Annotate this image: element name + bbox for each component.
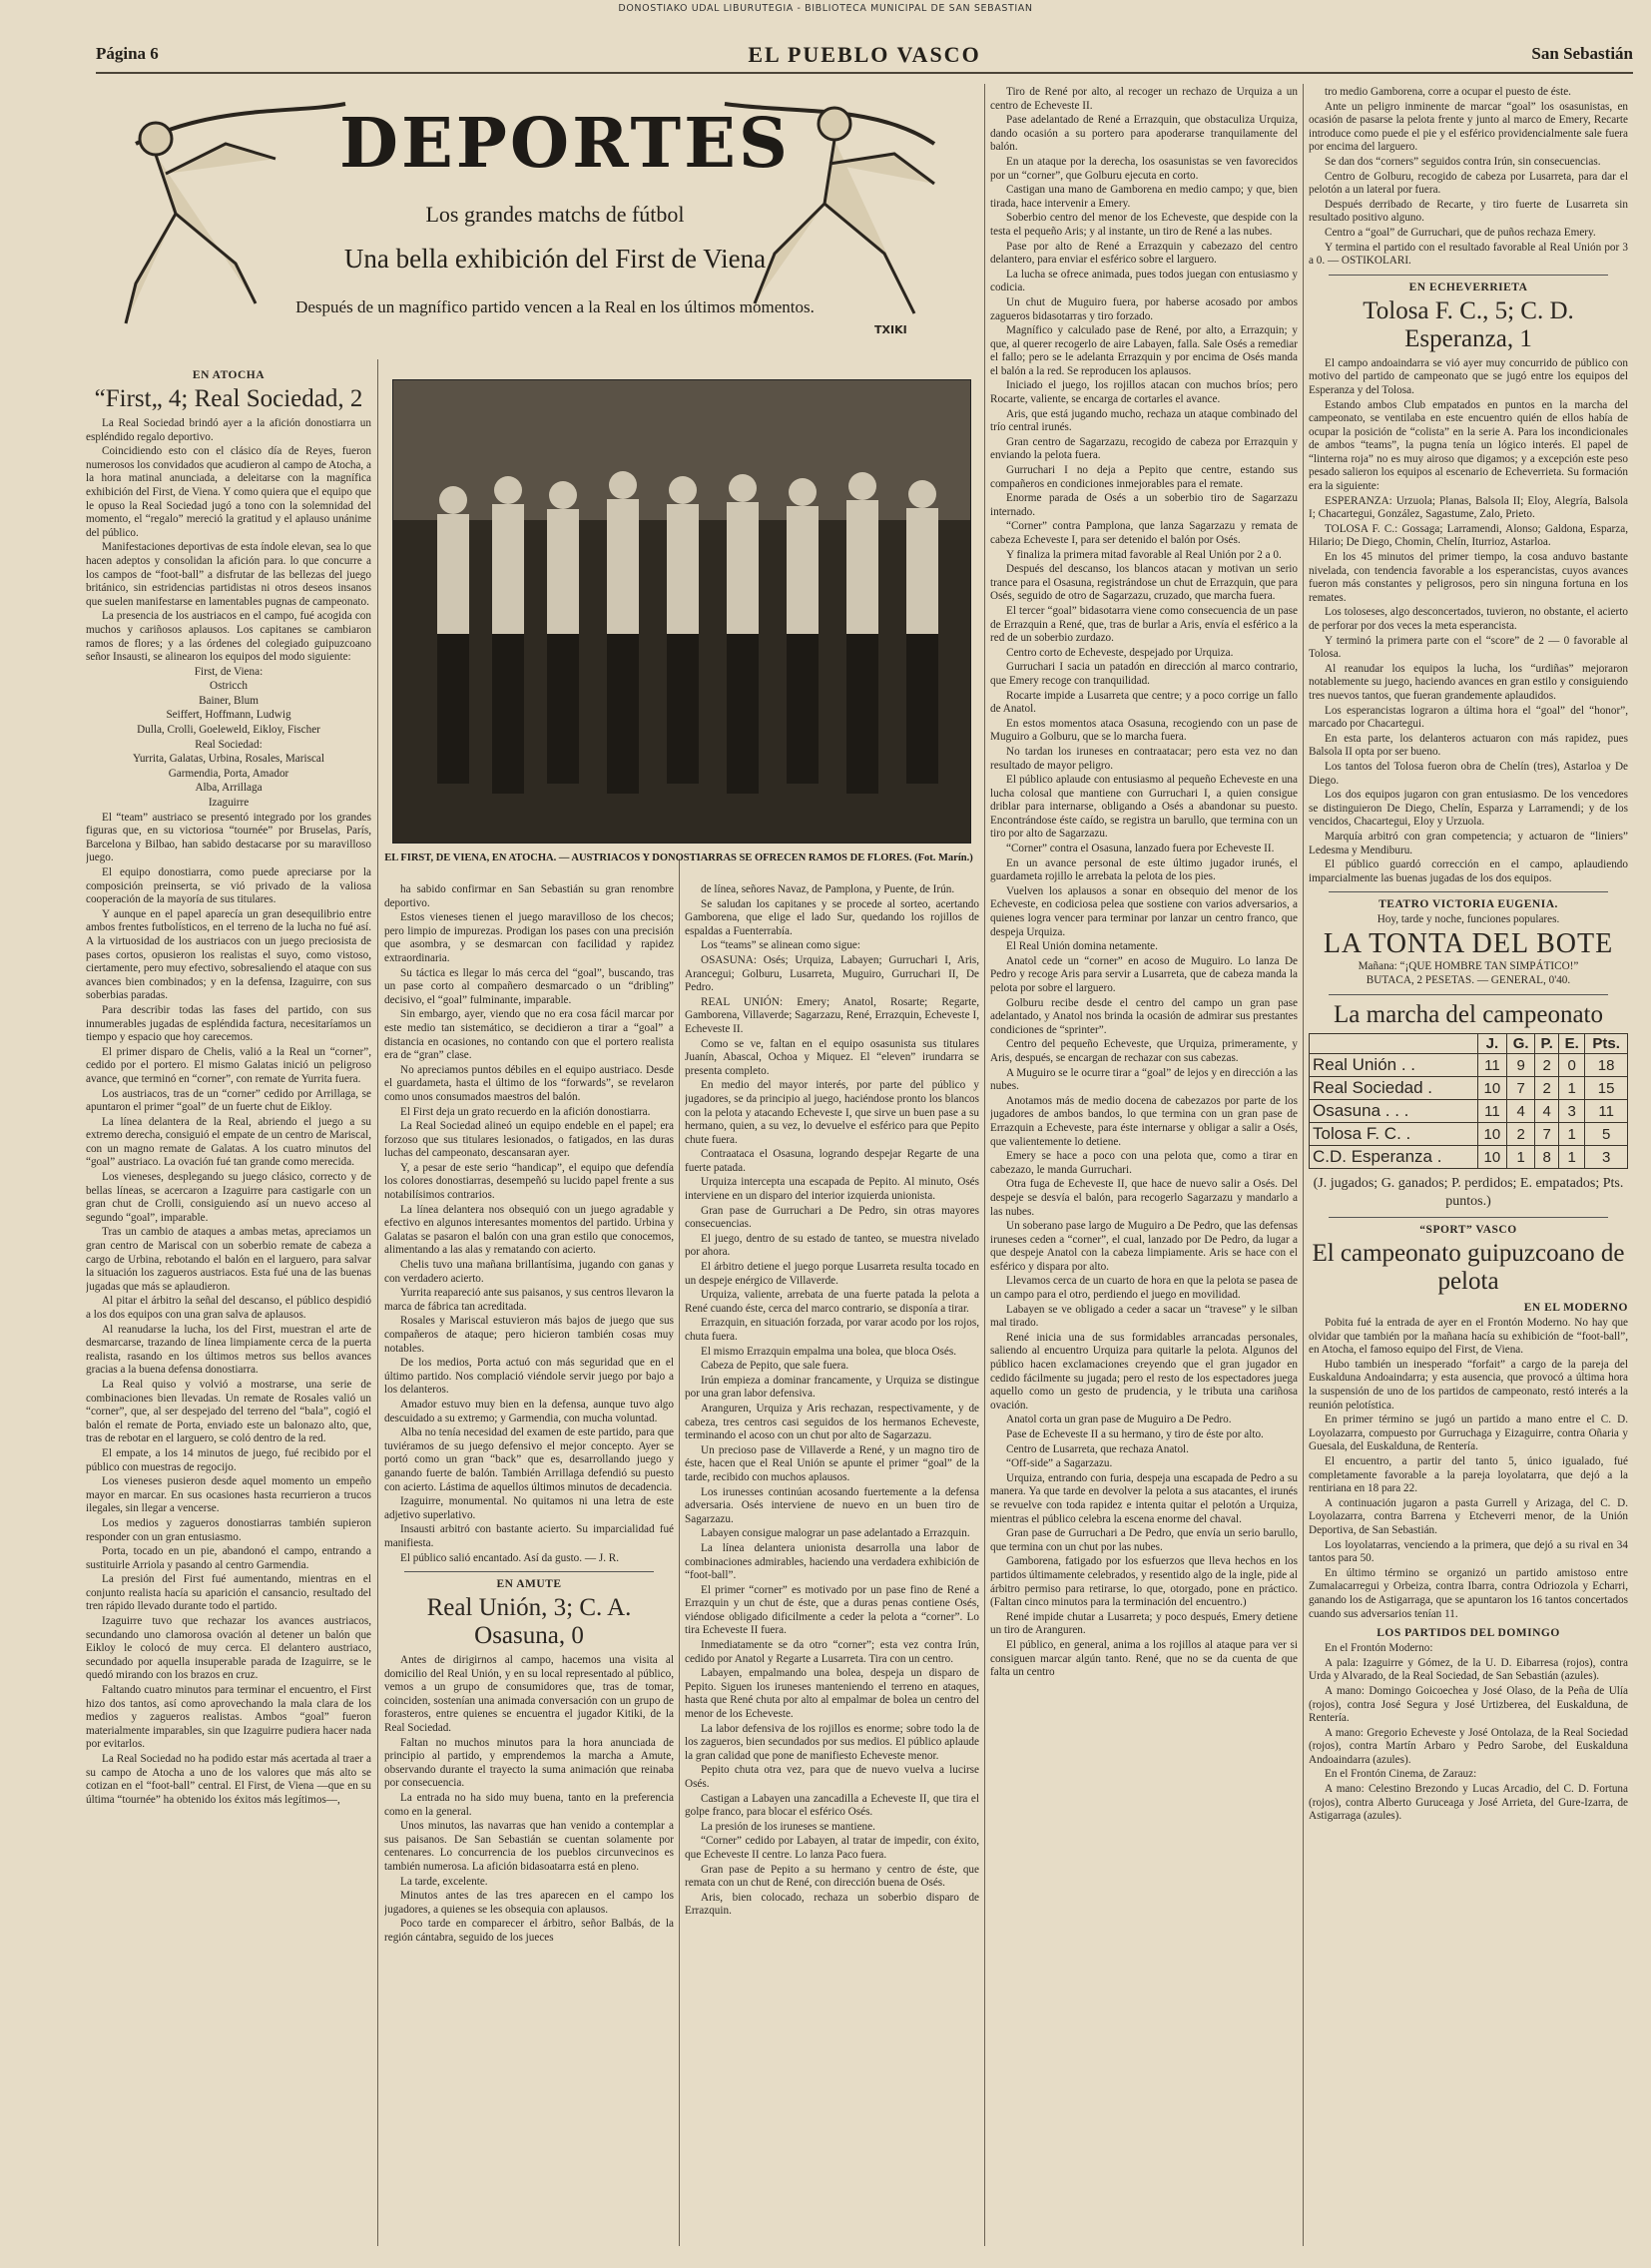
divider [404,1571,654,1572]
paragraph: Después derribado de Recarte, y tiro fuerte de Lusarreta sin resultado positivo alguno. [1309,198,1628,225]
paragraph: La lucha se ofrece animada, pues todos juegan con entusiasmo y codicia. [990,268,1298,294]
banner-subtitle-1: Los grandes matchs de fútbol [425,202,685,227]
theatre-section: TEATRO VICTORIA EUGENIA. [1378,898,1558,911]
table-header: J. [1477,1034,1506,1054]
divider [1329,1217,1608,1218]
lineup-line: Ostricch [210,680,248,693]
paragraph: En el Frontón Moderno: [1325,1642,1433,1655]
paragraph: Un precioso pase de Villaverde a René, y un magno tiro de éste, hacen que el Real Unión se apunte el primer “goal” de la tarde, recibido con muchos aplausos. [685,1443,979,1483]
table-header: P. [1535,1034,1559,1054]
paragraph: La línea delantera de la Real, abriendo el juego a su extremo derecha, consiguió el empate de un centro de Mariscal, con un magno remate de Galatas. A los cuatro minutos del “goal” austriaco. La ovación fué tan grande como merecida. [86,1115,371,1169]
paragraph: Tras un cambio de ataques a ambas metas, apreciamos un gran centro de Mariscal con un soberbio remate de cabeza a cargo de Urbina, rebotando el balón en el larguero, para salvar la situación los zagueros austriacos. Esta fué una de las buenas jugadas que más se aplaudieron. [86,1226,371,1293]
standings-note: (J. jugados; G. ganados; P. perdidos; E. empatados; Pts. puntos.) [1313,1176,1624,1210]
section-label: EN ATOCHA [192,369,266,381]
table-cell: 18 [1585,1054,1628,1077]
column-divider [984,84,985,2246]
table-cell: 9 [1507,1054,1535,1077]
paragraph: Vuelven los aplausos a sonar en obsequio del menor de los Echeveste, en codiciosa pelea que sostiene con varios adversarios, a quienes logra vencer para terminar por lanzar un centro franco, que despeja Urquiza. [990,884,1298,938]
table-cell: 10 [1477,1123,1506,1146]
section-label: EN EL MODERNO [1523,1302,1628,1315]
paragraph: Soberbio centro del menor de los Echeveste, que despide con la testa el pequeño Aris; y al instante, un tiro de René a las nubes. [990,212,1298,238]
paragraph: Y finaliza la primera mitad favorable al Real Unión por 2 a 0. [1006,548,1282,561]
paragraph: Los loyolatarras, venciendo a la primera, que dejó a su rival en 34 tantos para 50. [1309,1538,1628,1565]
paragraph: Y, a pesar de este serio “handicap”, el equipo que defendía los colores donostiarras, desempeñó su lucido papel frente a sus notabilísimos contrarios. [384,1161,674,1202]
paragraph: La presencia de los austriacos en el campo, fué acogida con muchos y cariñosos aplausos. Los capitanes se cambiaron ramos de flores; y a las órdenes del colegiado guipuzcoano señor Insausti, se alinearon los equipos del modo siguiente: [86,610,371,664]
paragraph: Poco tarde en comparecer el árbitro, señor Balbás, de la región cántabra, seguido de los jueces [384,1918,674,1944]
paragraph: “Corner” contra Pamplona, que lanza Sagarzazu y remata de cabeza Echeveste I, para ser detenido el balón por Osés. [990,520,1298,546]
paragraph: Gran centro de Sagarzazu, recogido de cabeza por Errazquin y enviando la pelota fuera. [990,435,1298,462]
paragraph: Centro del pequeño Echeveste, que Urquiza, primeramente, y Aris, después, se encargan de rechazar con sus cabezas. [990,1038,1298,1064]
paragraph: La Real Sociedad no ha podido estar más acertada al traer a su campo de Atocha a uno de los valores que más alto se cotizan en el “foot-ball” central. El First, de Viena —que en su última “tournée” ha obtenido los éxitos más legítimos—, [86,1753,371,1806]
lineup-line: Dulla, Crolli, Goeleweld, Eikloy, Fischer [137,724,320,737]
paragraph: Se dan dos “corners” seguidos contra Irún, sin consecuencias. [1325,155,1601,168]
paragraph: Gran pase de Gurruchari a De Pedro, sin otras mayores consecuencias. [685,1204,979,1231]
lineup-line: Izaguirre [208,797,250,810]
paragraph: Faltan no muchos minutos para la hora anunciada de principio al partido, y emprendemos la marcha a Amute, observando durante el trayecto la suma animación que reinaba por consecuencia. [384,1736,674,1790]
lineup-line: Bainer, Blum [199,694,259,707]
paragraph: El primer “corner” es motivado por un pase fino de René a Errazquin y un chut de éste, que a duras penas contiene Osés, viéndose obligado dificilmente a ceder la pelota a “corner”. Lo tira Echeveste II fuera. [685,1583,979,1637]
table-row [1310,1123,1628,1146]
standings-table [1309,1033,1628,1169]
table-cell: 7 [1535,1123,1559,1146]
paragraph: La presión de los iruneses se mantiene. [701,1820,875,1833]
paragraph: El juego, dentro de su estado de tanteo, se muestra nivelado por ahora. [685,1232,979,1259]
paragraph: El First deja un grato recuerdo en la afición donostiarra. [400,1105,651,1118]
paragraph: Antes de dirigirnos al campo, hacemos una visita al domicilio del Real Unión, y en su local representado al público, vemos a un grupo de consumidores que, tras de tomar, coinciden, sostenían una animada conversación con un grupo de forasteros, entre quienes se encuentra el jugador Kitiki, de la Real Sociedad. [384,1654,674,1735]
table-cell: 2 [1535,1054,1559,1077]
divider [1329,275,1608,276]
paragraph: Se saludan los capitanes y se procede al sorteo, acertando Gamborena, que elige el lado Sur, quedando los rojillos de espaldas a Fuenterrabía. [685,897,979,937]
masthead [96,40,1633,74]
paragraph: Después del descanso, los blancos atacan y motivan un serio trance para el Osasuna, registrándose un chut de Errazquin, que para Osés, seguido de otro de Sagarzazu, cruzado, que marcha fuera. [990,563,1298,603]
table-cell: 2 [1507,1123,1535,1146]
paragraph: René impide chutar a Lusarreta; y poco después, Emery detiene un tiro de Aranguren. [990,1610,1298,1637]
table-header: Pts. [1585,1034,1628,1054]
paragraph: Anotamos más de medio docena de cabezazos por parte de los jugadores de ambos bandos, lo que termina con un gran pase de Errazquin a Echeveste, para éste internarse y obligar a salir a Osés, que valientemente lo detiene. [990,1094,1298,1148]
table-cell: 15 [1585,1077,1628,1100]
column-divider [377,359,378,2246]
table-cell: 8 [1535,1146,1559,1169]
table-header [1310,1034,1478,1054]
paragraph: ESPERANZA: Urzuola; Planas, Balsola II; Eloy, Alegría, Balsola I; Chacartegui, González, Sagastume, Zalo, Prieto. [1309,494,1628,521]
paragraph: Llevamos cerca de un cuarto de hora en que la pelota se pasea de un campo para el otro, perdiendo el juego en movilidad. [990,1275,1298,1302]
paragraph: Minutos antes de las tres aparecen en el campo los jugadores, a quienes se les obsequia con aplausos. [384,1890,674,1916]
banner-subtitle-3: Después de un magnífico partido vencen a la Real en los últimos momentos. [295,297,815,316]
section-label: “SPORT” VASCO [1419,1224,1517,1237]
theatre-line: BUTACA, 2 PESETAS. — GENERAL, 0'40. [1366,974,1571,987]
team-name: C.D. Esperanza . [1310,1146,1478,1169]
table-cell: 1 [1559,1077,1585,1100]
paragraph: Los tantos del Tolosa fueron obra de Chelín (tres), Astarloa y De Diego. [1309,760,1628,787]
paragraph: Alba no tenía necesidad del examen de este partido, para que tuviéramos de su juego defensivo el mejor concepto. Ayer se portó como un gran “back” que es, desarrollando juego y ganando fuerte de balón. También Arrillaga defendió su puesto con acierto. Lástima de aquellos últimos minutos de decadencia. [384,1426,674,1493]
paragraph: Marquía arbitró con gran competencia; y actuaron de “liniers” Ledesma y Mendiburu. [1309,830,1628,856]
paragraph: A mano: Domingo Goicoechea y José Olaso, de la Peña de Ulía (rojos), contra José Segura y José Urtizberea, del Euskalduna, de Rentería. [1309,1684,1628,1725]
paragraph: Enorme parada de Osés a un soberbio tiro de Sagarzazu internado. [990,492,1298,518]
paragraph: Centro a “goal” de Gurruchari, que de puños rechaza Emery. [1325,226,1596,239]
article-column-4 [990,86,1298,2257]
article-column-2 [384,883,674,2261]
paragraph: “Corner” cedido por Labayen, al tratar de impedir, con éxito, que Echeveste II centre. Lo lanza Paco fuera. [685,1835,979,1861]
standings-title: La marcha del campeonato [1334,1001,1603,1029]
paragraph: Pase adelantado de René a Errazquin, que obstaculiza Urquiza, dando ocasión a su portero para apoderarse tranquilamente del balón. [990,114,1298,154]
paragraph: Un chut de Muguiro fuera, por haberse acosado por ambos zagueros bidasotarras y tiro forzado. [990,295,1298,322]
paragraph: Emery se hace a poco con una pelota que, como a tirar en cabezazo, le manda Gurruchari. [990,1150,1298,1176]
paragraph: A Muguiro se le ocurre tirar a “goal” de lejos y en dirección a las nubes. [990,1066,1298,1093]
table-header-row [1310,1034,1628,1054]
table-cell: 11 [1477,1100,1506,1123]
paragraph: La línea delantera nos obsequió con un juego agradable y efectivo en algunos interesantes momentos del partido. Urbina y Galatas se pasaron el balón con una gran estilo que conocemos, alimentando a las alas y rematando con acierto. [384,1203,674,1257]
paragraph: No tardan los iruneses en contraatacar; pero esta vez no dan resultado de mayor peligro. [990,745,1298,772]
paragraph: Aris, que está jugando mucho, rechaza un ataque combinado del trío central irunés. [990,407,1298,434]
paragraph: Manifestaciones deportivas de esta índole elevan, sea lo que hacen adeptos y consolidan la afición para. lo que concurre a los campos de “foot-ball” a disfrutar de las bellezas del juego británico, sin estridencias partidistas ni otros deseos insanos que suelen manifestarse en lamentables pugnas de campeonato. [86,541,371,608]
paragraph: Al pitar el árbitro la señal del descanso, el público despidió a los dos equipos con una gran salva de aplausos. [86,1295,371,1321]
table-cell: 3 [1585,1146,1628,1169]
paragraph: Los toloseses, algo desconcertados, tuvieron, no obstante, el acierto de perforar por dos veces la meta esperancista. [1309,606,1628,632]
city-label: San Sebastián [1531,44,1633,63]
paragraph: “Corner” contra el Osasuna, lanzado fuera por Echeveste II. [1006,843,1275,855]
headline: El campeonato guipuzcoano de pelota [1312,1240,1625,1296]
divider [1329,891,1608,892]
paragraph: Los irunesses continúan acosando fuertemente a la defensa adversaria. Osés interviene de nuevo en un buen tiro de Sagarzazu. [685,1485,979,1525]
table-cell: 5 [1585,1123,1628,1146]
paragraph: El empate, a los 14 minutos de juego, fué recibido por el público con muestras de regocijo. [86,1446,371,1473]
paragraph: Irún empieza a dominar francamente, y Urquiza se distingue por una gran labor defensiva. [685,1374,979,1401]
paragraph: Al reanudarse la lucha, los del First, muestran el arte de desmarcarse, trazando de línea limpiamente cerca de la puerta realista, rasando en los últimos metros sus bellos avances gracias a la buena defensa donostiarra. [86,1323,371,1377]
table-header: E. [1559,1034,1585,1054]
paragraph: Los medios y zagueros donostiarras también supieron responder con un gran entusiasmo. [86,1516,371,1543]
divider [1329,994,1608,995]
paragraph: Para describir todas las fases del partido, con sus innumerables jugadas de espléndida factura, necesitaríamos un tiempo y espacio que hoy carecemos. [86,1003,371,1044]
lineup-line: Seiffert, Hoffmann, Ludwig [166,709,291,722]
paragraph: Sin embargo, ayer, viendo que no era cosa fácil marcar por este medio tan sistemático, se decidieron a tirar a “goal” a distancia en ocasiones, no contando con que el portero realista era de “gran” clase. [384,1008,674,1062]
team-name: Real Unión . . [1310,1054,1478,1077]
paragraph: Rosales y Mariscal estuvieron más bajos de juego que sus compañeros de ataque; pero hicieron también cosas muy notables. [384,1315,674,1355]
paragraph: La Real quiso y volvió a mostrarse, una serie de combinaciones bien llevadas. Un remate de Rosales valió un “corner”, que, al ser despejado del terreno del “bala”, cogió el balón el remate de Porta, enviado este un balonazo alto, que, tras de rebotar en el larguero, se coló dentro de la red. [86,1378,371,1445]
paragraph: El primer disparo de Chelis, valió a la Real un “corner”, cedido por el portero. El mismo Galatas inició un peligroso avance, que terminó en “corner”, con remate de Yurrita fuera. [86,1045,371,1085]
paragraph: En estos momentos ataca Osasuna, recogiendo con un pase de Muguiro a Golburu, que se lo marcha fuera. [990,717,1298,744]
paragraph: El público, en general, anima a los rojillos al ataque para ver si consiguen marcar algún tanto. René, que no se da cuenta de que falta un centro [990,1638,1298,1679]
paragraph: La línea delantera unionista desarrolla una labor de combinaciones admirables, haciendo una verdadera exhibición de “foot-ball”. [685,1541,979,1582]
paragraph: TOLOSA F. C.: Gossaga; Larramendi, Alonso; Galdona, Esparza, Hilario; De Diego, Chomin, Chelín, Iturrioz, Astarloa. [1309,522,1628,549]
paragraph: Castigan a Labayen una zancadilla a Echeveste II, que tira el golpe franco, para blocar el esférico Osés. [685,1792,979,1819]
paragraph: Contraataca el Osasuna, logrando despejar Regarte de una fuerte patada. [685,1148,979,1174]
headline: Tolosa F. C., 5; C. D. Esperanza, 1 [1363,296,1574,352]
paragraph: Cabeza de Pepito, que sale fuera. [701,1360,849,1373]
theatre-title: LA TONTA DEL BOTE [1323,927,1614,959]
table-cell: 7 [1507,1077,1535,1100]
paragraph: Los vieneses, desplegando su juego clásico, correcto y de bellas líneas, se acercaron a Izaguirre para castigarle con un gran chut de Crolli, consiguiendo así un nuevo acceso al segundo “goal”, imparable. [86,1171,371,1224]
paragraph: El mismo Errazquin empalma una bolea, que bloca Osés. [701,1345,956,1358]
paragraph: En primer término se jugó un partido a mano entre el C. D. Loyolazarra, compuesto por Gurruchaga y Eizaguirre, contra Oñaria y Guesala, del Euskalduna, de Rentería. [1309,1414,1628,1453]
table-cell: 11 [1585,1100,1628,1123]
paragraph: El campo andoaindarra se vió ayer muy concurrido de público con motivo del partido de campeonato que se jugó entre los equipos del Esperanza y del Tolosa. [1309,356,1628,396]
paragraph: El público guardó corrección en el campo, aplaudiendo imparcialmente las buenas jugadas de los dos equipos. [1309,858,1628,884]
paragraph: El Real Unión domina netamente. [1006,940,1158,953]
paragraph: Ante un peligro inminente de marcar “goal” los osasunistas, en ocasión de pasarse la pelota frente y junto al marco de Emery, Recarte introduce como puede el pie y el esférico providencialmente sale fuera por encima del larguero. [1309,100,1628,154]
paragraph: A mano: Gregorio Echeveste y José Ontolaza, de la Real Sociedad (rojos), contra Martín Arbaro y Pedro Sarobe, del Euskalduna Andoaindarra (azules). [1309,1726,1628,1766]
paragraph: La Real Sociedad alineó un equipo endeble en el papel; era forzoso que sus titulares lesionados, o fatigados, en las duras luchas del campeonato, descansaran ayer. [384,1120,674,1160]
article-column-3 [685,883,979,2261]
paragraph: de línea, señores Navaz, de Pamplona, y Puente, de Irún. [701,883,955,895]
paragraph: No apreciamos puntos débiles en el equipo austriaco. Desde el guardameta, hasta el último de los “forwards”, se revelaron como unos consumados maestros del balón. [384,1063,674,1103]
paragraph: Castigan una mano de Gamborena en medio campo; y que, bien tirada, hace intervenir a Emery. [990,184,1298,210]
paragraph: Gran pase de Pepito a su hermano y centro de éste, que remata con un chut de René, con dirección buena de Osés. [685,1863,979,1890]
paragraph: En un ataque por la derecha, los osasunistas se ven favorecidos por un “corner”, que Golburu ejecuta en corto. [990,155,1298,182]
paragraph: El equipo donostiarra, como puede apreciarse por la composición preinserta, se vió privado de la valiosa cooperación de la mayoría de sus titulares. [86,866,371,906]
table-cell: 2 [1535,1077,1559,1100]
table-row [1310,1077,1628,1100]
paragraph: En medio del mayor interés, por parte del público y jugadores, se da principio al juego, haciéndose pronto los blancos con la pelota y atacando Echeveste I, que sirve un buen pase a su hermano, quien, a su vez, lo devuelve el esférico para que Pepito chute fuera. [685,1079,979,1146]
article-atocha [86,363,371,2260]
paragraph: René inicia una de sus formidables arrancadas personales, saliendo al encuentro Urquiza para quitarle la pelota. Algunos del público hacen exclamaciones creyendo que el gran jugador en cedido fácilmente su jugada; pero el resto de los espectadores juega aquello como un gesto de prudencia, y le tributa una cariñosa ovación. [990,1331,1298,1412]
paragraph: Al reanudar los equipos la lucha, los “urdiñas” mejoraron notablemente su juego, haciendo avances en gran estilo y consiguiendo tres nuevos tantos, que fueran grandemente aplaudidos. [1309,662,1628,702]
table-row [1310,1054,1628,1077]
paragraph: Faltando cuatro minutos para terminar el encuentro, el First hizo dos tantos, así como aprovechando la mala clara de los medios y zagueros realistas. Ambos “goal” fueron materialmente imparables, sin que Izaguirre pudiera hacer nada por evitarlos. [86,1684,371,1751]
lineup-line: Yurrita, Galatas, Urbina, Rosales, Mariscal [133,753,324,766]
team-name: Osasuna . . . [1310,1100,1478,1123]
paragraph: Inmediatamente se da otro “corner”; esta vez contra Irún, cedido por Anatol y Regarte a Lusarreta. Tira con un centro. [685,1639,979,1665]
section-label: EN AMUTE [496,1578,562,1591]
paragraph: Aranguren, Urquiza y Aris rechazan, respectivamente, y de cabeza, tres centros casi seguidos de los hermanos Echeveste, terminando el acoso con un chut por alto de Sagarzazu. [685,1402,979,1442]
table-cell: 10 [1477,1146,1506,1169]
paragraph: El “team” austriaco se presentó integrado por los grandes figuras que, en su victoriosa “tournée” por Bruselas, París, Barcelona y Bilbao, han sabido destacarse por su maravilloso juego. [86,811,371,864]
paragraph: Aris, bien colocado, rechaza un soberbio disparo de Errazquin. [685,1891,979,1918]
newspaper-name: EL PUEBLO VASCO [748,42,981,67]
paragraph: En último término se organizó un partido amistoso entre Zumalacarregui y Orbeiza, contra Ibarra, contra Odriozola y Echarri, ganando los de Astigarraga, que se apuntaron los 16 tantos concertados cuando sus adversarios tenían 11. [1309,1566,1628,1620]
paragraph: Urquiza, valiente, arrebata de una fuerte patada la pelota a René cuando éste, cerca del marco contrario, se disponía a tirar. [685,1289,979,1315]
paragraph: Gurruchari I no deja a Pepito que centre, estando sus compañeros en condiciones inmejorables para el remate. [990,464,1298,490]
paragraph: El público aplaude con entusiasmo al pequeño Echeveste en una lucha colosal que mantiene con Gurruchari I, a quien consigue driblar para internarse, obligando a Osés a abandonar su puesto. Encontrándose éste caído, se registra un barullo, que termina con un tiro por alto de Sagarzazu. [990,774,1298,841]
paragraph: En esta parte, los delanteros actuaron con más rapidez, pues Balsola II opta por ser bueno. [1309,732,1628,759]
paragraph: A continuación jugaron a pasta Gurrell y Arizaga, del C. D. Loyolazarra, contra Barrena y Etcheverri menor, de la Unión Deportiva, de San Sebastián. [1309,1496,1628,1536]
paragraph: Gamborena, fatigado por los esfuerzos que lleva hechos en los partidos últimamente celebrados, y resentido algo de la ingle, pide al árbitro permiso para retirarse, lo que, otorgado, pone en práctico. (Faltan cinco minutos para la terminación del encuentro.) [990,1555,1298,1609]
paragraph: Amador estuvo muy bien en la defensa, aunque tuvo algo descuidado a su extremo; y Garmendia, con mucha voluntad. [384,1398,674,1424]
paragraph: OSASUNA: Osés; Urquiza, Labayen; Gurruchari I, Aris, Arancegui; Golburu, Lusarreta, Muguiro, Gurruchari II, De Pedro. [685,953,979,994]
paragraph: Otra fuga de Echeveste II, que hace de nuevo salir a Osés. Del despeje se desvía el balón, para recogerlo Sagarzazu y mandarlo a las nubes. [990,1178,1298,1218]
paragraph: Centro corto de Echeveste, despejado por Urquiza. [1006,646,1234,659]
table-cell: 4 [1507,1100,1535,1123]
paragraph: Tiro de René por alto, al recoger un rechazo de Urquiza a un centro de Echeveste II. [990,86,1298,112]
paragraph: Anatol corta un gran pase de Muguiro a De Pedro. [1006,1414,1232,1426]
paragraph: Labayen, empalmando una bolea, despeja un disparo de Pepito. Siguen los iruneses manteniendo el terreno en ataques, hasta que René chuta por alto al empalmar de bolea un centro del menor de los Echeveste. [685,1667,979,1721]
paragraph: La labor defensiva de los rojillos es enorme; sobre todo la de los zagueros, bien secundados por sus medios. El público aplaude la gran calidad que pone de manifiesto Echeveste menor. [685,1722,979,1762]
paragraph: Unos minutos, las navarras que han venido a contemplar a sus paisanos. De San Sebastián se cuentan solamente por centenares. Lo concurrencia de los pueblos circunvecinos es también numerosa. La afición bidasoatarra está en pleno. [384,1820,674,1873]
paragraph: “Off-side” a Sagarzazu. [1006,1457,1113,1470]
table-cell: 11 [1477,1054,1506,1077]
paragraph: En el Frontón Cinema, de Zarauz: [1325,1768,1477,1781]
paragraph: Urquiza intercepta una escapada de Pepito. Al minuto, Osés interviene en un disparo del interior izquierda unionista. [685,1176,979,1203]
banner-subtitle-2: Una bella exhibición del First de Viena [343,244,767,274]
paragraph: Coincidiendo esto con el clásico día de Reyes, fueron numerosos los convidados que acudieron al campo de Atocha, a la hora matinal anunciada, a deleitarse con la magnífica exhibición del First, de Viena. Y como quiera que el equipo que le opuso la Real Sociedad jugó a tono con la solemnidad del momento, el “regalo” mereció la gratitud y el aplauso unánime del público. [86,445,371,539]
paragraph: Pase de Echeveste II a su hermano, y tiro de éste por alto. [1006,1428,1264,1440]
paragraph: Magnífico y calculado pase de René, por alto, a Errazquin; y que, al querer recogerlo de aire Labayen, falla. Sale Osés a remediar el fallo; pero se le adelanta Errazquin y por encima de Osés manda el balón a la red. Se reproducen los aplausos. [990,324,1298,377]
paragraph: En los 45 minutos del primer tiempo, la cosa anduvo bastante nivelada, con tendencia favorable a los esperancistas, cuyos avances fueron más constantes y peligrosos, pero sin ninguna fortuna en los remates. [1309,551,1628,604]
paragraph: Y termina el partido con el resultado favorable al Real Unión por 3 a 0. — OSTIKOLARI. [1309,241,1628,268]
paragraph: Los vieneses pusieron desde aquel momento un empeño mayor en marcar. En sus ocasiones hasta recurrieron a trucos ilegales, sin llegar a vencerse. [86,1475,371,1515]
headline: Real Unión, 3; C. A. Osasuna, 0 [426,1594,632,1650]
headline: “First„ 4; Real Sociedad, 2 [94,385,363,412]
paragraph: Porta, tocado en un pie, abandonó el campo, entrando a sustituirle Arriola y pasando al centro Garmendia. [86,1545,371,1571]
paragraph: Estando ambos Club empatados en puntos en la marcha del campeonato, se ventilaba en este encuentro quién de ellos había de ocupar la posición de “colista” en la serie A. Para los incondicionales de ambos “teams”, la pugna tenía un lógico interés. El papel de “linterna roja” no es muy airoso que digamos; y a excepción este peso pesado salieron los equipos al escenario de Echeverrieta. Su formación era la siguiente: [1309,398,1628,493]
paragraph: Y aunque en el papel aparecía un gran desequilibrio entre ambos frentes futbolísticos, en el terreno de la lucha no fué así. A la virtuosidad de los austriacos con un juego preciosista de pases cortos, opusieron los realistas el suyo, como vistoso, ciertamente, pero muy efectivo, sobresaliendo el ataque con sus avances bien combinados; y en la defensa, Izaguirre, con sus soberbias paradas. [86,907,371,1002]
paragraph: A mano: Celestino Brezondo y Lucas Arcadio, del C. D. Fortuna (rojos), contra Alberto Guruceaga y José Arrieta, del Gure-Izarra, de Astigarraga (azules). [1309,1783,1628,1823]
table-cell: 4 [1535,1100,1559,1123]
paragraph: En un avance personal de este último jugador irunés, el guardameta rojillo le arrebata la pelota de los pies. [990,856,1298,883]
banner-artist: TXIKI [874,323,907,336]
paragraph: A pala: Izaguirre y Gómez, de la U. D. Eibarresa (rojos), contra Urda y Alvarado, de la Real Sociedad, de San Sebastián (azules). [1309,1656,1628,1683]
paragraph: Y terminó la primera parte con el “score” de 2 — 0 favorable al Tolosa. [1309,634,1628,661]
paragraph: tro medio Gamborena, corre a ocupar el puesto de éste. [1325,86,1571,98]
paragraph: Iniciado el juego, los rojillos atacan con muchos bríos; pero Rocarte, valiente, se encarga de cortarles el avance. [990,379,1298,406]
theatre-line: Hoy, tarde y noche, funciones populares. [1376,913,1560,926]
section-label: LOS PARTIDOS DEL DOMINGO [1376,1627,1560,1640]
paragraph: Izaguirre, monumental. No quitamos ni una letra de este adjetivo superlativo. [384,1495,674,1521]
table-cell: 0 [1559,1054,1585,1077]
paragraph: El público salió encantado. Así da gusto. — J. R. [400,1551,620,1564]
paragraph: Los esperancistas lograron a última hora el “goal” del “honor”, marcado por Chacartegui. [1309,704,1628,731]
paragraph: El árbitro detiene el juego porque Lusarreta resulta tocado en un despeje enérgico de Villaverde. [685,1261,979,1287]
players-photo-icon [393,380,971,844]
paragraph: El tercer “goal” bidasotarra viene como consecuencia de un pase de Errazquin a René, que, tras de burlar a Aris, envía el esférico a la red de un soberbio zurdazo. [990,604,1298,645]
paragraph: La tarde, excelente. [400,1875,488,1888]
paragraph: Rocarte impide a Lusarreta que centre; y a poco corrige un fallo de Anatol. [990,689,1298,716]
library-header: DONOSTIAKO UDAL LIBURUTEGIA - BIBLIOTECA MUNICIPAL DE SAN SEBASTIAN [618,3,1033,14]
paragraph: Los dos equipos jugaron con gran entusiasmo. De los vencedores se distinguieron De Diego, Chelín, Esparza y Larramendi; y de los vencidos, Chacartegui, Eloy y Urzuola. [1309,789,1628,829]
paragraph: Labayen consigue malograr un pase adelantado a Errazquin. [701,1527,970,1540]
paragraph: Los austriacos, tras de un “corner” cedido por Arrillaga, se apuntaron el primer “goal” de un fuerte chut de Eikloy. [86,1087,371,1114]
team-name: Tolosa F. C. . [1310,1123,1478,1146]
paragraph: ha sabido confirmar en San Sebastián su gran renombre deportivo. [384,883,674,909]
paragraph: La entrada no ha sido muy buena, tanto en la preferencia como en la general. [384,1792,674,1818]
table-cell: 1 [1559,1123,1585,1146]
paragraph: Errazquin, en situación forzada, por varar acodo por los rojos, chuta fuera. [685,1317,979,1343]
table-cell: 3 [1559,1100,1585,1123]
paragraph: REAL UNIÓN: Emery; Anatol, Rosarte; Regarte, Gamborena, Villaverde; Sagarzazu, René, Errazquin, Echeveste I, Echeveste II. [685,995,979,1035]
paragraph: Hubo también un inesperado “forfait” a cargo de la pareja del Euskalduna Andoaindarra; y esta ausencia, que provocó a última hora la suspensión de uno de los partidos de campeonato, restó interés a la reunión pelotística. [1309,1358,1628,1412]
paragraph: Centro de Golburu, recogido de cabeza por Lusarreta, para dar el pelotón a un lateral por fuera. [1309,170,1628,197]
section-title: DEPORTES [338,104,792,184]
paragraph: Su táctica es llegar lo más cerca del “goal”, buscando, tras un pase corto al compañero desmarcado o un “dribling” decisivo, el “goal” fulminante, imparable. [384,966,674,1006]
paragraph: Pobita fué la entrada de ayer en el Frontón Moderno. No hay que olvidar que también por la mañana hacía su exhibición de “foot-ball”, en Atocha, el famoso equipo del First, de Viena. [1309,1317,1628,1357]
paragraph: Centro de Lusarreta, que rechaza Anatol. [1006,1442,1189,1455]
paragraph: Urquiza, entrando con furia, despeja una escapada de Pedro a su manera. Ya que tarde en devolver la pelota a sus atacantes, el irunés se revuelve con toda rapidez e intenta quitar el pelotón a Urquiza, mientras el público celebra la escena enorme del chaval. [990,1471,1298,1525]
paragraph: Golburu recibe desde el centro del campo un gran pase adelantado, y Anatol nos brinda la ocasión de admirar sus prestantes condiciones de “sprinter”. [990,996,1298,1036]
photo-caption: EL FIRST, DE VIENA, EN ATOCHA. — AUSTRIACOS Y DONOSTIARRAS SE OFRECEN RAMOS DE FLORES. (Fot. Marín.) [384,852,973,863]
paragraph: Un soberano pase largo de Muguiro a De Pedro, que las defensas iruneses ceden a “corner”, el cual, lanzado por De Pedro, da lugar a que despeje Anatol con la cabeza limpiamente. Aris se hace con el esférico y dispara por alto. [990,1220,1298,1273]
section-label: EN ECHEVERRIETA [1408,281,1528,293]
team-name: Real Sociedad . [1310,1077,1478,1100]
paragraph: Anatol cede un “corner” en acoso de Muguiro. Lo lanza De Pedro y recoge Aris para servir a Lusarreta, que de cabeza manda la pelota por sobre el larguero. [990,954,1298,994]
paragraph: Chelis tuvo una mañana brillantísima, jugando con ganas y con verdadero acierto. [384,1259,674,1285]
paragraph: Pepito chuta otra vez, para que de nuevo vuelva a lucirse Osés. [685,1764,979,1790]
table-cell: 10 [1477,1077,1506,1100]
table-row [1310,1100,1628,1123]
page-number: Página 6 [96,44,159,63]
paragraph: La presión del First fué aumentando, mientras en el conjunto realista hacía su aparición el cansancio, resultado del tren rápido llevado durante todo el partido. [86,1573,371,1613]
table-cell: 1 [1507,1146,1535,1169]
article-column-5 [1309,86,1628,2257]
column-divider [679,858,680,2246]
paragraph: Insausti arbitró con bastante acierto. Su imparcialidad fué manifiesta. [384,1523,674,1549]
paragraph: Izaguirre tuvo que rechazar los avances austriacos, secundando uno clamorosa ovación al detener un balón que Eikloy le colocó de muy cerca. El delantero austriaco, secundado por aquella insuperable parada de Izaguirre, se le quedó mirando con los brazos en cruz. [86,1615,371,1682]
paragraph: El encuentro, a partir del tanto 5, único igualado, fué completamente favorable a la pareja loyolatarra, que dejó a la rentiriana en 18 para 22. [1309,1455,1628,1495]
paragraph: Como se ve, faltan en el equipo osasunista sus titulares Juanín, Abascal, Ochoa y Miquez. El “eleven” irundarra se presenta completo. [685,1037,979,1077]
paragraph: De los medios, Porta actuó con más seguridad que en el último partido. Nos complació viéndole servir juego por bajo a los delanteros. [384,1357,674,1397]
paragraph: Labayen se ve obligado a ceder a sacar un “travese” y le silban mal tirado. [990,1303,1298,1330]
table-cell: 1 [1559,1146,1585,1169]
lineup-line: Real Sociedad: [195,738,263,751]
theatre-line: Mañana: “¡QUE HOMBRE TAN SIMPÁTICO!” [1358,959,1579,972]
paragraph: Los “teams” se alinean como sigue: [701,939,860,952]
paragraph: La Real Sociedad brindó ayer a la afición donostiarra un espléndido regalo deportivo. [86,417,371,443]
lineup-line: Garmendia, Porta, Amador [168,767,289,780]
deportes-banner [96,84,974,347]
lineup-line: First, de Viena: [194,665,264,678]
table-row [1310,1146,1628,1169]
paragraph: Pase por alto de René a Errazquin y cabezazo del centro delantero, para enviar el esférico sobre el larguero. [990,240,1298,267]
paragraph: Gran pase de Gurruchari a De Pedro, que envía un serio barullo, que termina con un chut por las nubes. [990,1527,1298,1553]
team-photo [392,379,971,844]
paragraph: Gurruchari I sacia un patadón en dirección al marco contrario, que Emery recoge con tranquilidad. [990,661,1298,687]
column-divider [1303,84,1304,2246]
paragraph: Yurrita reapareció ante sus paisanos, y sus centros llevaron la marca de fábrica tan acreditada. [384,1287,674,1313]
paragraph: Estos vieneses tienen el juego maravilloso de los checos; pero limpio de impurezas. Prodigan los pases con una precisión que asombra, y se desmarcan con facilidad y rapidez extraordinaria. [384,911,674,964]
lineup-line: Alba, Arrillaga [195,782,263,795]
table-header: G. [1507,1034,1535,1054]
